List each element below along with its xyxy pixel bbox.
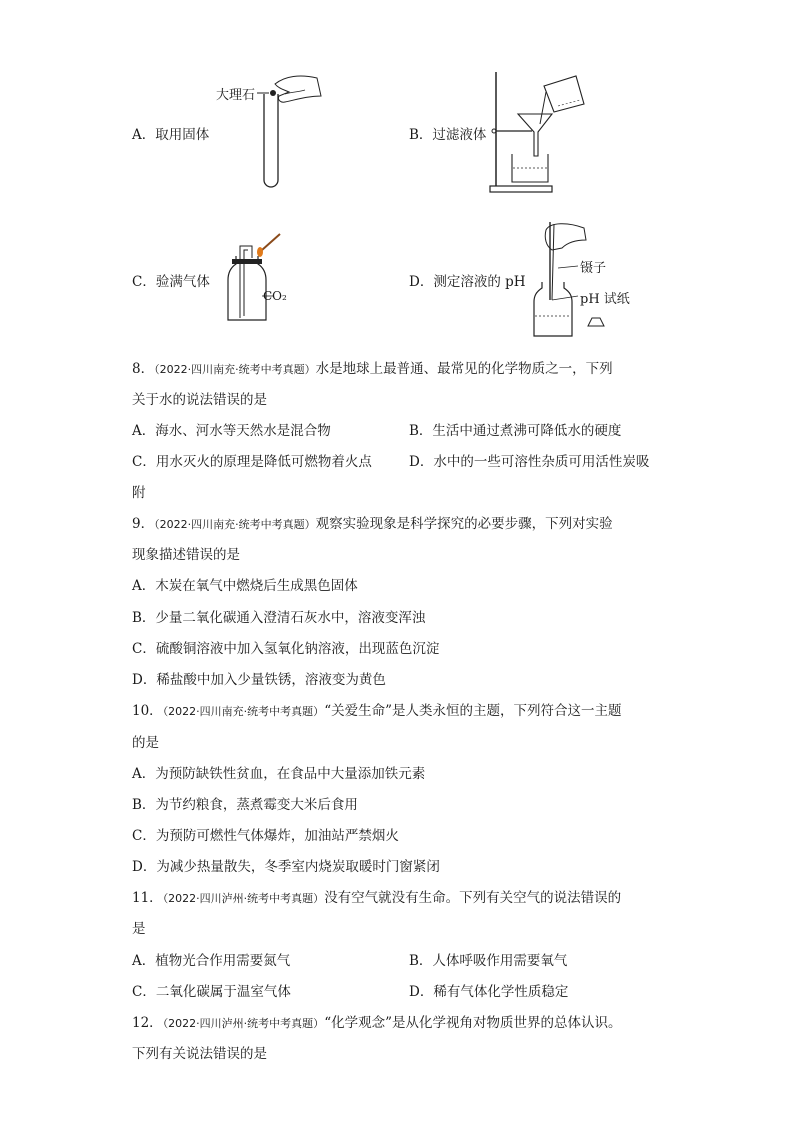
q9-option-b: B．少量二氧化碳通入澄清石灰水中，溶液变浑浊 xyxy=(132,610,426,626)
question-text: 水是地球上最普通、最常见的化学物质之一，下列 xyxy=(315,361,613,377)
test-tube-figure xyxy=(255,72,325,194)
gas-bottle-figure xyxy=(222,228,292,326)
q10-option-a: A．为预防缺铁性贫血，在食品中大量添加铁元素 xyxy=(132,766,426,782)
question-11-stem xyxy=(132,888,621,909)
question-text: “化学观念”是从化学视角对物质世界的总体认识。 xyxy=(324,1015,622,1031)
option-b-label: B．过滤液体 xyxy=(409,127,487,143)
question-10-stem xyxy=(132,701,622,722)
question-number: 11． xyxy=(132,890,163,906)
q11-option-c: C．二氧化碳属于温室气体 xyxy=(132,984,291,1000)
question-source: （2022·四川南充·统考中考真题） xyxy=(154,518,316,531)
filtration-figure xyxy=(488,68,598,196)
question-9-stem-cont: 现象描述错误的是 xyxy=(132,547,240,563)
ph-paper-label: pH 试纸 xyxy=(580,292,630,307)
marble-label: 大理石 xyxy=(216,88,256,103)
q11-option-a: A．植物光合作用需要氮气 xyxy=(132,953,291,969)
question-8-stem xyxy=(132,359,613,380)
q8-option-a: A．海水、河水等天然水是混合物 xyxy=(132,423,331,439)
option-a-label: A．取用固体 xyxy=(132,127,210,143)
question-text: 没有空气就没有生命。下列有关空气的说法错误的 xyxy=(324,890,622,906)
q8-option-d-cont: 附 xyxy=(132,485,146,501)
q8-option-b: B．生活中通过煮沸可降低水的硬度 xyxy=(409,423,622,439)
question-number: 9． xyxy=(132,516,155,532)
question-10-stem-cont: 的是 xyxy=(132,735,159,751)
question-number: 8． xyxy=(132,361,155,377)
q9-option-d: D．稀盐酸中加入少量铁锈，溶液变为黄色 xyxy=(132,672,386,688)
q10-option-c: C．为预防可燃性气体爆炸，加油站严禁烟火 xyxy=(132,828,399,844)
q8-option-c: C．用水灭火的原理是降低可燃物着火点 xyxy=(132,454,372,470)
option-d-label: D．测定溶液的 pH xyxy=(409,274,526,290)
question-text: “关爱生命”是人类永恒的主题，下列符合这一主题 xyxy=(324,703,622,719)
question-12-stem xyxy=(132,1013,622,1034)
question-source: （2022·四川泸州·统考中考真题） xyxy=(162,1017,325,1030)
q9-option-c: C．硫酸铜溶液中加入氢氧化钠溶液，出现蓝色沉淀 xyxy=(132,641,440,657)
question-number: 10． xyxy=(132,703,163,719)
question-source: （2022·四川泸州·统考中考真题） xyxy=(162,892,325,905)
option-c-label: C．验满气体 xyxy=(132,274,210,290)
q11-option-b: B．人体呼吸作用需要氧气 xyxy=(409,953,568,969)
question-text: 观察实验现象是科学探究的必要步骤，下列对实验 xyxy=(315,516,613,532)
question-number: 12． xyxy=(132,1015,163,1031)
question-9-stem xyxy=(132,514,613,535)
q11-option-d: D．稀有气体化学性质稳定 xyxy=(409,984,569,1000)
question-8-stem-cont: 关于水的说法错误的是 xyxy=(132,392,267,408)
question-source: （2022·四川南充·统考中考真题） xyxy=(162,705,325,718)
q10-option-d: D．为减少热量散失，冬季室内烧炭取暖时门窗紧闭 xyxy=(132,859,440,875)
q10-option-b: B．为节约粮食，蒸煮霉变大米后食用 xyxy=(132,797,358,813)
question-source: （2022·四川南充·统考中考真题） xyxy=(154,363,316,376)
question-12-stem-cont: 下列有关说法错误的是 xyxy=(132,1046,267,1062)
ph-test-figure xyxy=(528,218,608,342)
co2-label: CO₂ xyxy=(263,289,287,303)
question-11-stem-cont: 是 xyxy=(132,921,146,937)
q8-option-d: D．水中的一些可溶性杂质可用活性炭吸 xyxy=(409,454,650,470)
q9-option-a: A．木炭在氧气中燃烧后生成黑色固体 xyxy=(132,578,358,594)
tweezers-label: 镊子 xyxy=(580,261,607,276)
